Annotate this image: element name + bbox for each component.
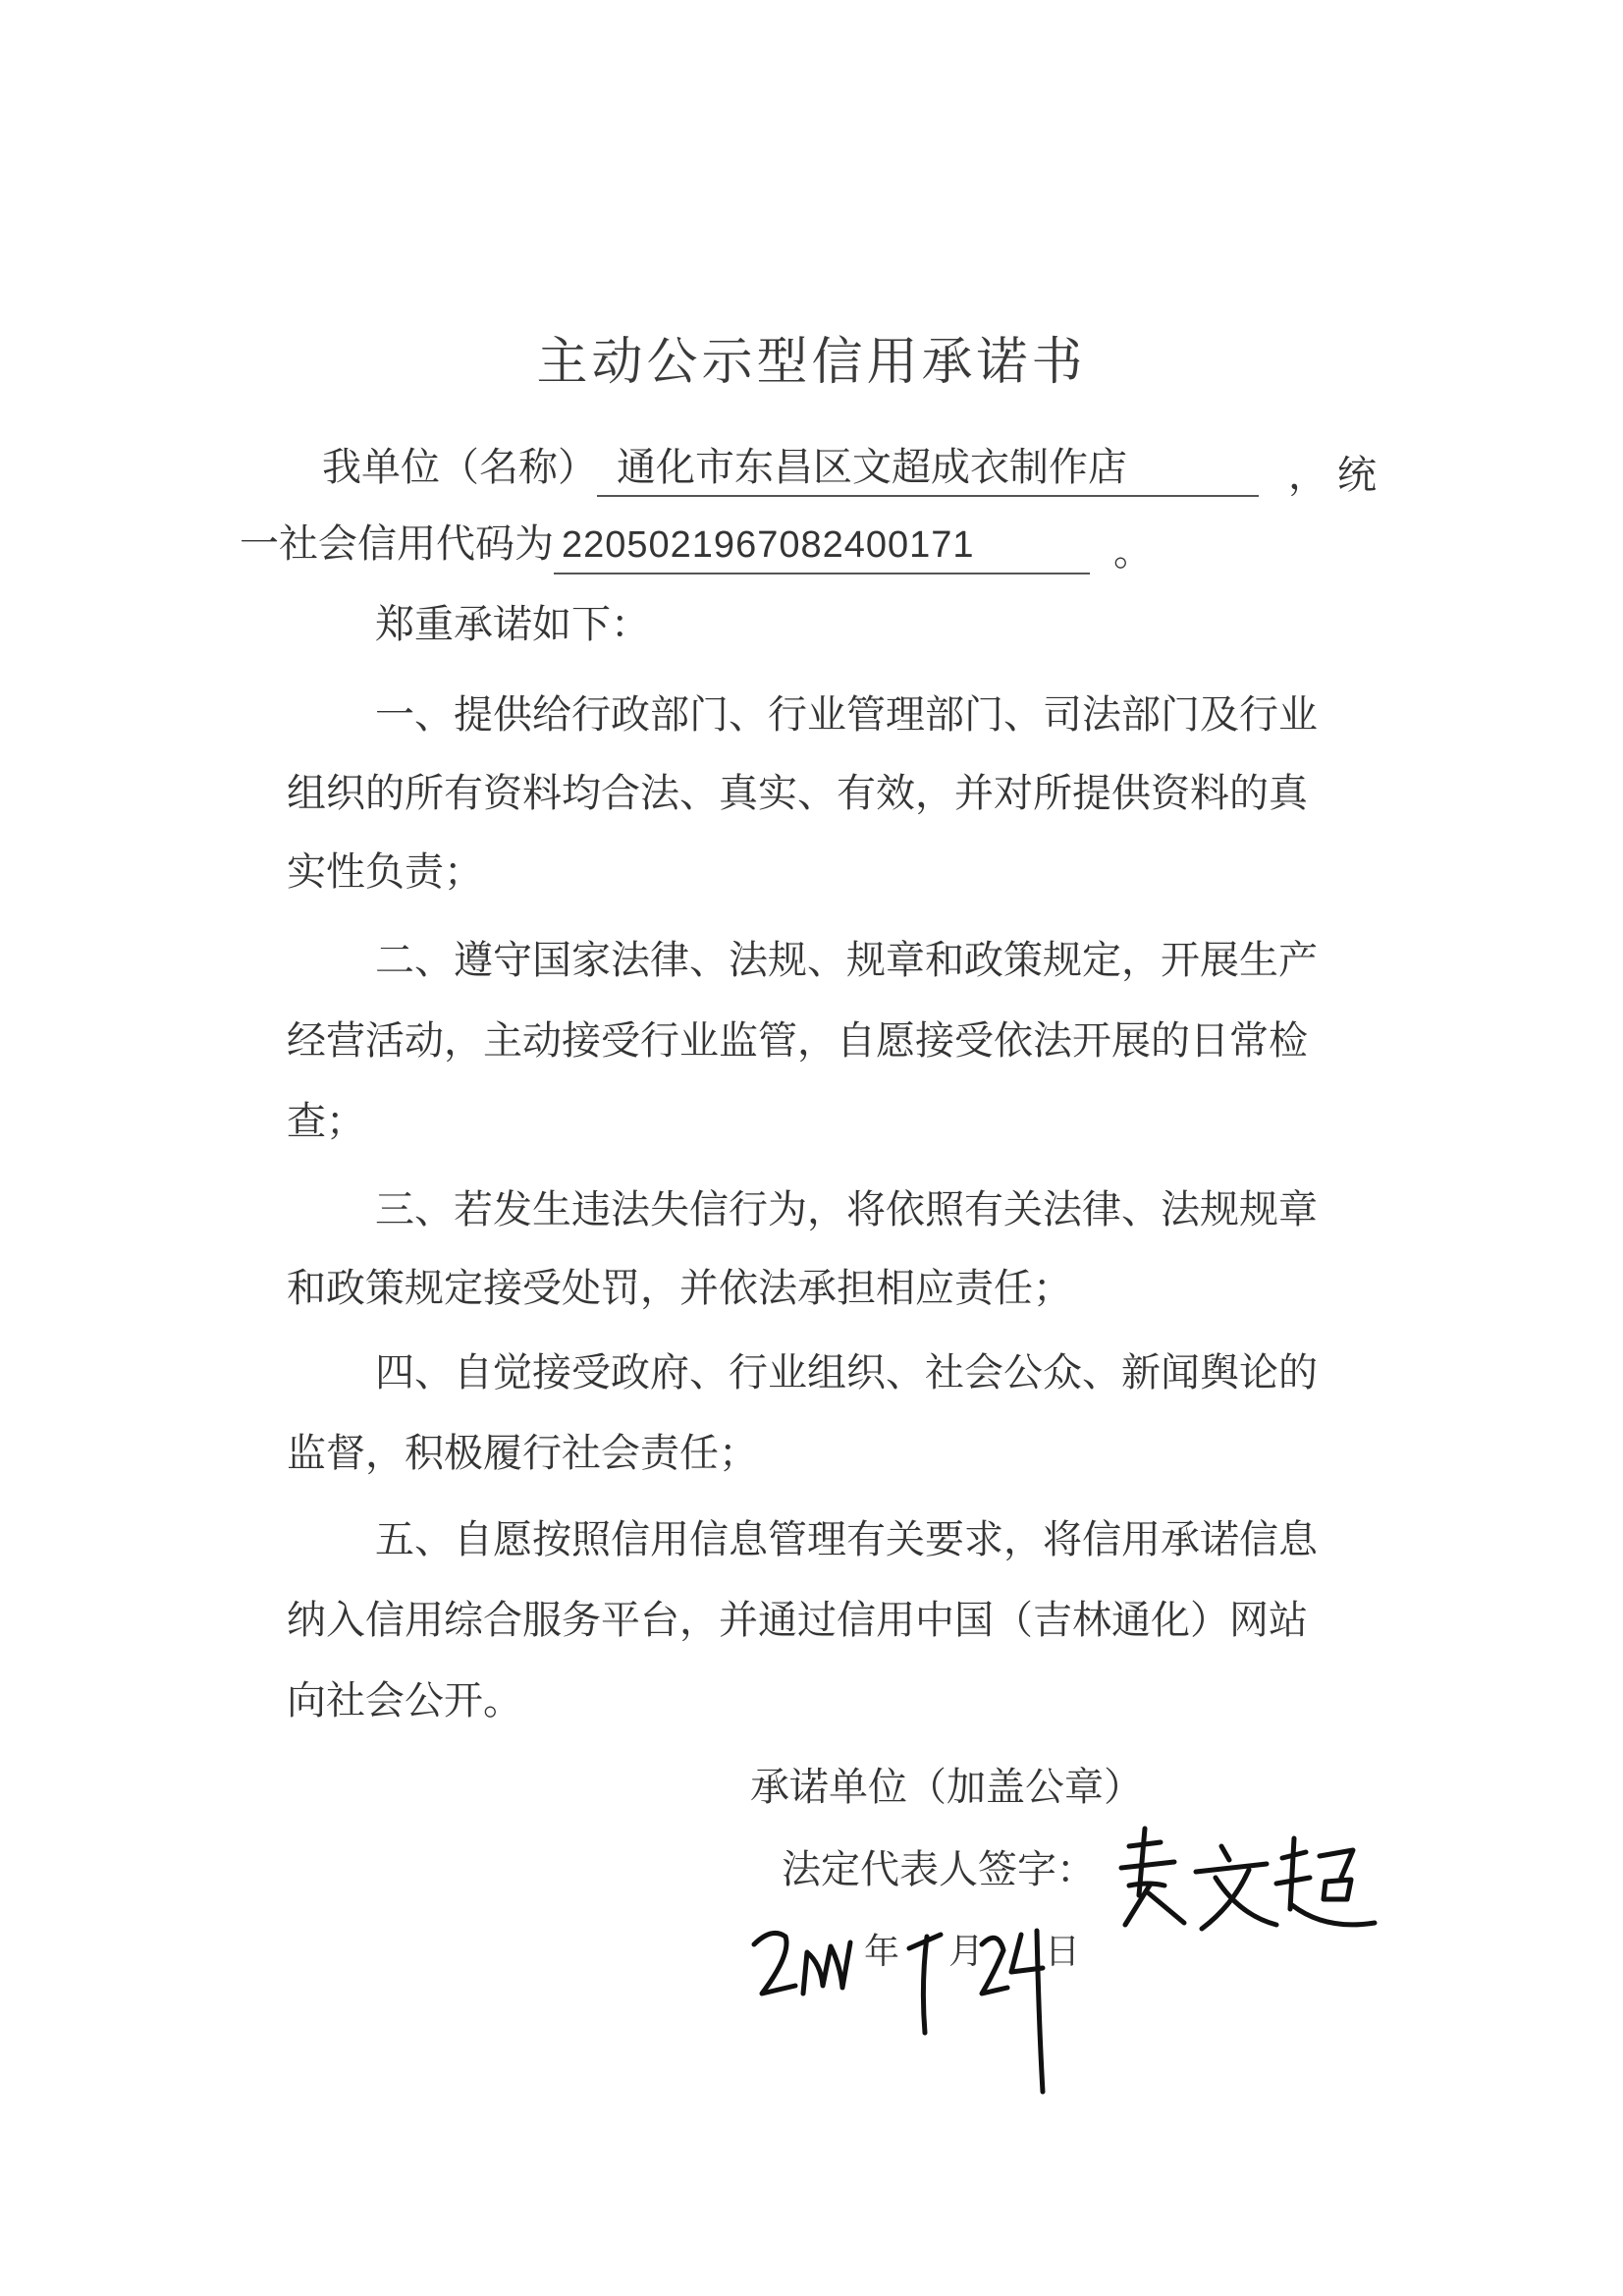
clause-2-line-1: 二、遵守国家法律、法规、规章和政策规定，开展生产 — [375, 938, 1318, 983]
clause-4-line-2: 监督，积极履行社会责任； — [287, 1431, 758, 1476]
commitment-unit-label: 承诺单位（加盖公章） — [750, 1765, 1143, 1810]
clause-5-line-3: 向社会公开。 — [287, 1678, 522, 1723]
unit-name-field: 通化市东昌区文超成衣制作店 — [597, 440, 1259, 497]
solemn-statement: 郑重承诺如下： — [375, 602, 650, 647]
clause-2-line-2: 经营活动，主动接受行业监管，自愿接受依法开展的日常检 — [287, 1018, 1308, 1064]
document-title: 主动公示型信用承诺书 — [536, 333, 1087, 392]
legal-rep-label: 法定代表人签字： — [782, 1847, 1096, 1892]
clause-4-line-1: 四、自觉接受政府、行业组织、社会公众、新闻舆论的 — [375, 1350, 1318, 1395]
clause-2-line-3: 查； — [287, 1099, 365, 1144]
intro-comma: ， — [1288, 453, 1327, 498]
year-label: 年 — [864, 1932, 900, 1972]
unit-prefix: 我单位（名称） — [322, 445, 597, 490]
code-prefix: 一社会信用代码为 — [240, 521, 554, 567]
clause-3-line-1: 三、若发生违法失信行为，将依照有关法律、法规规章 — [375, 1187, 1318, 1232]
credit-code-suffix: 1 — [952, 524, 975, 566]
day-label: 日 — [1045, 1932, 1081, 1972]
month-label: 月 — [948, 1932, 985, 1972]
clause-1-line-1: 一、提供给行政部门、行业管理部门、司法部门及行业 — [375, 692, 1318, 738]
clause-1-line-3: 实性负责； — [287, 849, 483, 895]
intro-period: 。 — [1113, 529, 1153, 574]
intro-line2-start: 统 — [1337, 453, 1377, 498]
clause-3-line-2: 和政策规定接受处罚，并依法承担相应责任； — [287, 1266, 1072, 1311]
clause-5-line-1: 五、自愿按照信用信息管理有关要求，将信用承诺信息 — [375, 1517, 1318, 1562]
clause-1-line-2: 组织的所有资料均合法、真实、有效，并对所提供资料的真 — [287, 771, 1308, 816]
credit-code: 220502196708240017 — [562, 524, 953, 566]
clause-5-line-2: 纳入信用综合服务平台，并通过信用中国（吉林通化）网站 — [287, 1598, 1308, 1643]
